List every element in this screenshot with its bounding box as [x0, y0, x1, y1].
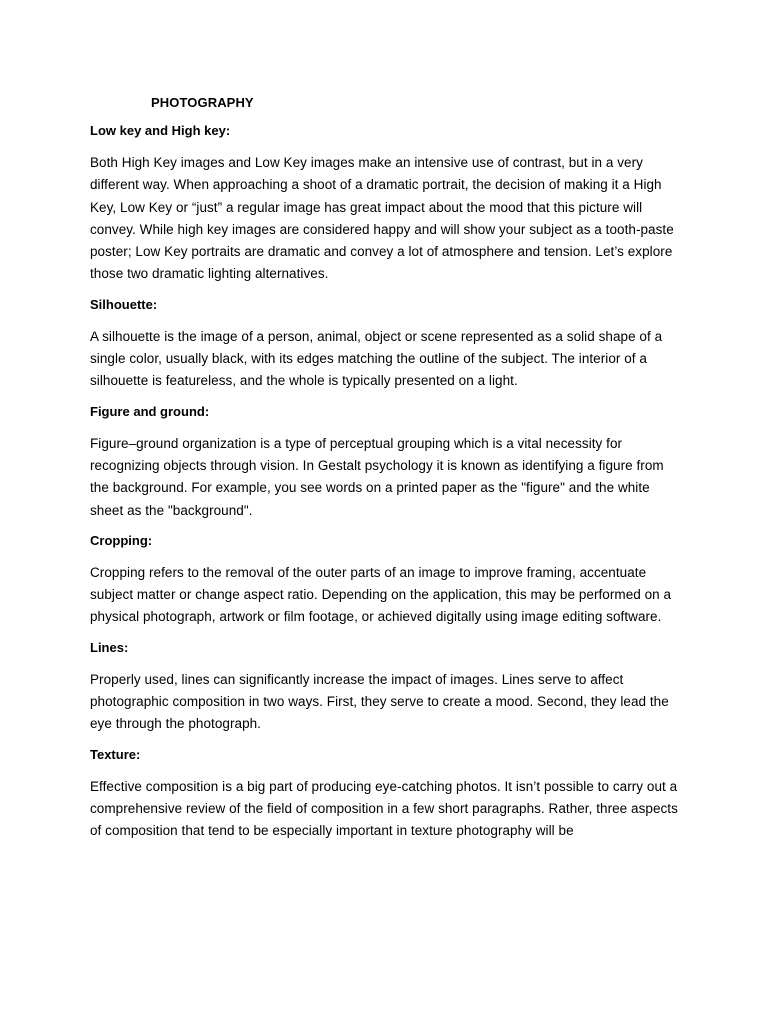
- section-silhouette: [90, 297, 686, 393]
- section-body: Cropping refers to the removal of the outer parts of an image to improve framing, accentuate subject matter or change aspect ratio. Depending on the application, this may be performed on a physical photograph, artwork or film footage, or achieved digitally using image editing software.: [90, 564, 672, 625]
- section-heading: Silhouette:: [90, 296, 158, 312]
- section-heading: Low key and High key:: [90, 123, 231, 138]
- document-title: PHOTOGRAPHY: [151, 95, 254, 110]
- section-figure-and-ground: [90, 404, 686, 522]
- section-lines: [90, 640, 686, 736]
- section-cropping: [90, 533, 686, 629]
- section-heading: Texture:: [90, 746, 141, 762]
- section-body: Both High Key images and Low Key images make an intensive use of contrast, but in a very different way. When approaching a shoot of a dramatic portrait, the decision of making it a High Key, Low Key or “just” a regular image has great impact about the mood that this picture will convey. While high key images are considered happy and will show your subject as a tooth-paste poster; Low Key portraits are dramatic and convey a lot of atmosphere and tension. Let’s explore those two dramatic lighting alternatives.: [90, 155, 674, 282]
- section-texture: [90, 747, 686, 843]
- section-heading: Figure and ground:: [90, 403, 210, 419]
- section-heading: Lines:: [90, 639, 129, 655]
- section-low-key-high-key: [90, 123, 686, 286]
- section-body: Figure–ground organization is a type of perceptual grouping which is a vital necessity for recognizing objects through vision. In Gestalt psychology it is known as identifying a figure from the background. For example, you see words on a printed paper as the "figure" and the white sheet as the "background".: [90, 435, 664, 518]
- section-body: Effective composition is a big part of producing eye-catching photos. It isn’t possible to carry out a comprehensive review of the field of composition in a few short paragraphs. Rather, three aspects of composition that tend to be especially important in texture photography will be: [90, 778, 678, 839]
- section-body: A silhouette is the image of a person, animal, object or scene represented as a solid shape of a single color, usually black, with its edges matching the outline of the subject. The interior of a silhouette is featureless, and the whole is typically presented on a light.: [90, 328, 663, 389]
- section-heading: Cropping:: [90, 532, 153, 548]
- section-body: Properly used, lines can significantly increase the impact of images. Lines serve to affect photographic composition in two ways. First, they serve to create a mood. Second, they lead the eye through the photograph.: [90, 671, 669, 732]
